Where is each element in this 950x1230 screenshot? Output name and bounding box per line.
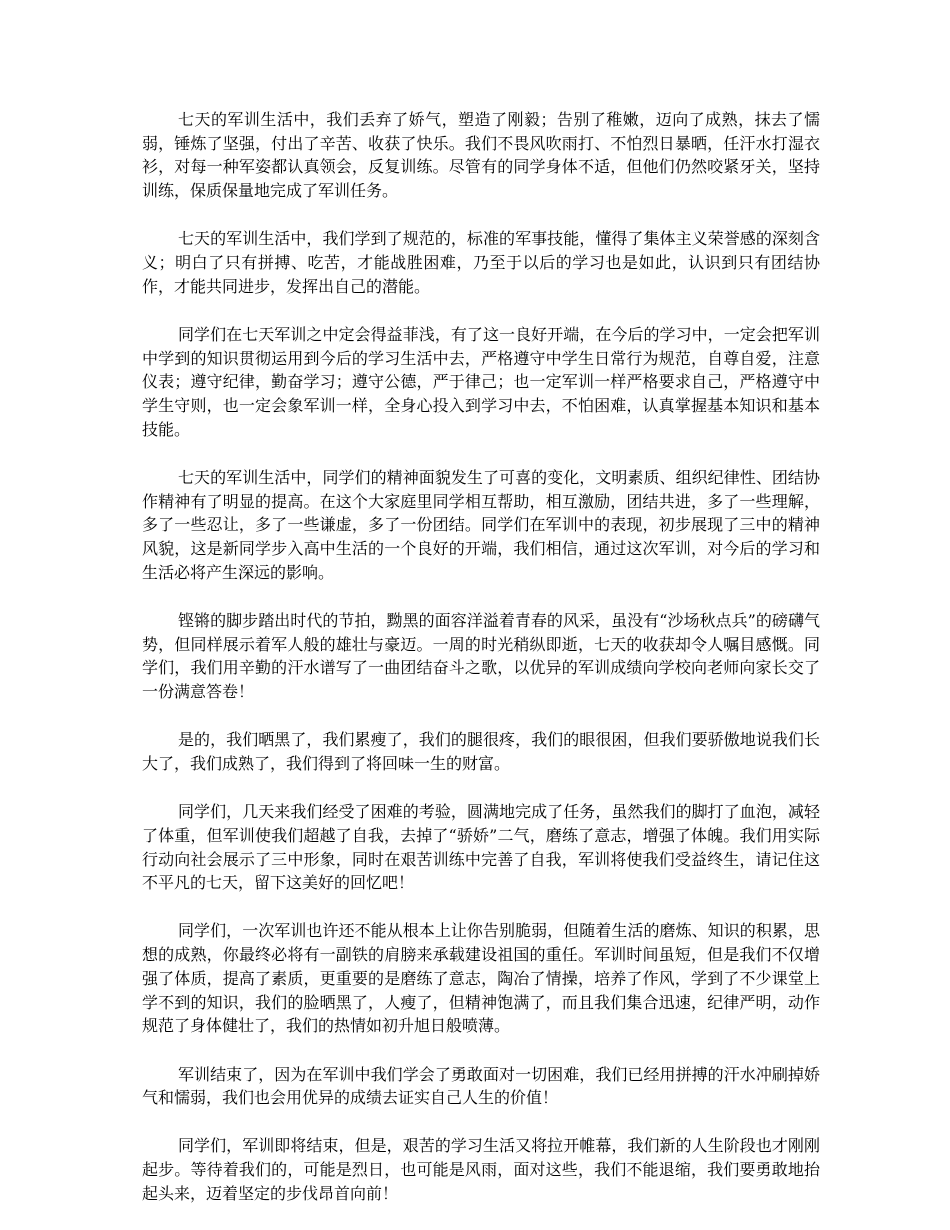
paragraph-2: 七天的军训生活中，我们学到了规范的，标准的军事技能，懂得了集体主义荣誉感的深刻含义；明白了只有拼搏、吃苦，才能战胜困难，乃至于以后的学习也是如此，认识到只有团结协作，才能共同进步，发挥出自己的潜能。 [142,229,820,296]
paragraph-6: 是的，我们晒黑了，我们累瘦了，我们的腿很疼，我们的眼很困，但我们要骄傲地说我们长大了，我们成熟了，我们得到了将回味一生的财富。 [142,730,820,773]
document-body [142,108,820,1230]
paragraph-1: 七天的军训生活中，我们丢弃了娇气，塑造了刚毅；告别了稚嫩，迈向了成熟，抹去了懦弱，锤炼了坚强，付出了辛苦、收获了快乐。我们不畏风吹雨打、不怕烈日暴晒，任汗水打湿衣衫，对每一种军姿都认真领会，反复训练。尽管有的同学身体不适，但他们仍然咬紧牙关，坚持训练，保质保量地完成了军训任务。 [142,110,820,201]
paragraph-10: 同学们，军训即将结束，但是，艰苦的学习生活又将拉开帷幕，我们新的人生阶段也才刚刚起步。等待着我们的，可能是烈日，也可能是风雨，面对这些，我们不能退缩，我们要勇敢地抬起头来，迈着坚定的步伐昂首向前！ [142,1136,820,1203]
paragraph-5: 铿锵的脚步踏出时代的节拍，黝黑的面容洋溢着青春的风采，虽没有“沙场秋点兵”的磅礴气势，但同样展示着军人般的雄壮与豪迈。一周的时光稍纵即逝，七天的收获却令人嘱目感慨。同学们，我们用辛勤的汗水谱写了一曲团结奋斗之歌，以优异的军训成绩向学校向老师向家长交了一份满意答卷！ [142,610,820,702]
paragraph-3: 同学们在七天军训之中定会得益菲浅，有了这一良好开端，在今后的学习中，一定会把军训中学到的知识贯彻运用到今后的学习生活中去，严格遵守中学生日常行为规范，自尊自爱，注意仪表；遵守纪律，勤奋学习；遵守公德，严于律己；也一定军训一样严格要求自己，严格遵守中学生守则，也一定会象军训一样，全身心投入到学习中去，不怕困难，认真掌握基本知识和基本技能。 [142,324,820,439]
paragraph-4: 七天的军训生活中，同学们的精神面貌发生了可喜的变化，文明素质、组织纪律性、团结协作精神有了明显的提高。在这个大家庭里同学相互帮助，相互激励，团结共进，多了一些理解，多了一些忍让，多了一些谦虚，多了一份团结。同学们在军训中的表现，初步展现了三中的精神风貌，这是新同学步入高中生活的一个良好的开端，我们相信，通过这次军训，对今后的学习和生活必将产生深远的影响。 [142,467,820,582]
paragraph-7: 同学们，几天来我们经受了困难的考验，圆满地完成了任务，虽然我们的脚打了血泡，减轻了体重，但军训使我们超越了自我，去掉了“骄娇”二气，磨练了意志，增强了体魄。我们用实际行动向社会展示了三中形象，同时在艰苦训练中完善了自我，军训将使我们受益终生，请记住这不平凡的七天，留下这美好的回忆吧！ [142,802,820,893]
paragraph-8: 同学们，一次军训也许还不能从根本上让你告别脆弱，但随着生活的磨炼、知识的积累，思想的成熟，你最终必将有一副铁的肩膀来承载建设祖国的重任。军训时间虽短，但是我们不仅增强了体质，提高了素质，更重要的是磨练了意志，陶冶了情操，培养了作风，学到了不少课堂上学不到的知识，我们的脸晒黑了，人瘦了，但精神饱满了，而且我们集合迅速，纪律严明，动作规范了身体健壮了，我们的热情如初升旭日般喷薄。 [142,921,820,1036]
paragraph-9: 军训结束了，因为在军训中我们学会了勇敢面对一切困难，我们已经用拼搏的汗水冲刷掉娇气和懦弱，我们也会用优异的成绩去证实自己人生的价值！ [142,1064,820,1108]
